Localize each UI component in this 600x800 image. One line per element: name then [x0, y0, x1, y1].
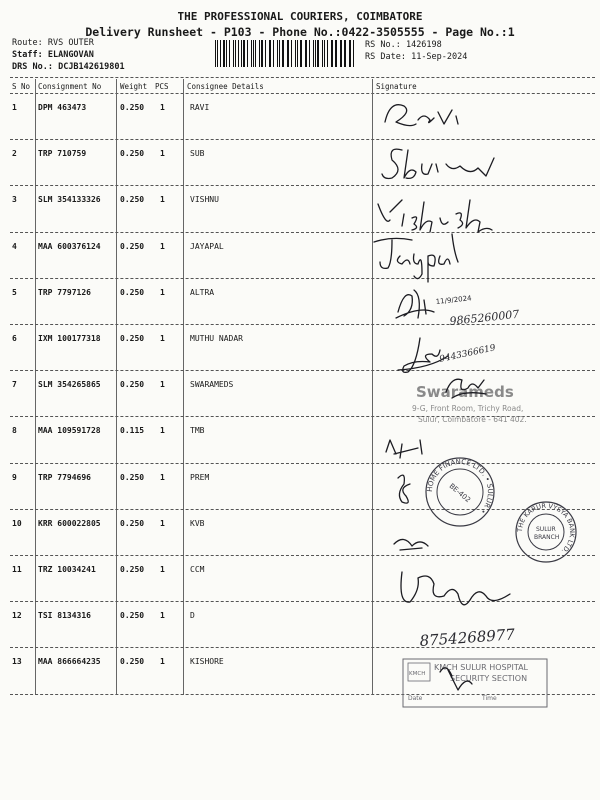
- row-pcs: 1: [160, 380, 165, 390]
- table-top-rule: [10, 77, 595, 78]
- barcode-bar: [279, 40, 280, 67]
- barcode-bar: [313, 40, 314, 67]
- rs-date-line: [365, 52, 467, 62]
- row-weight: 0.250: [120, 657, 145, 667]
- signature-row-6: [398, 338, 448, 372]
- row-consignee: D: [190, 611, 195, 621]
- row-sno: 10: [12, 518, 22, 528]
- rs-no-line: [365, 40, 442, 50]
- row-sno: 2: [12, 149, 17, 159]
- row-sno: 4: [12, 241, 17, 251]
- barcode-bar: [253, 40, 254, 67]
- barcode-bar: [259, 40, 260, 67]
- row-separator: [10, 278, 595, 279]
- row-sno: 11: [12, 565, 22, 574]
- stamp-karur-vysya-ring: THE KARUR VYSYA BANK LTD.: [515, 501, 577, 556]
- row-pcs: 1: [160, 565, 165, 574]
- row-separator: [10, 509, 595, 510]
- col-sno: S No: [12, 82, 31, 91]
- row-consignee: SUB: [190, 149, 205, 159]
- row-consignee: RAVI: [190, 103, 210, 112]
- rs-no-value: 1426198: [405, 40, 442, 50]
- barcode-bar: [300, 40, 301, 67]
- staff-value: ELANGOVAN: [47, 50, 94, 60]
- barcode-bar: [282, 40, 284, 67]
- row-separator: [10, 324, 595, 325]
- barcode-bar: [287, 40, 288, 67]
- signature-row-9: [398, 475, 410, 503]
- stamp-kmch-logo: KMCH: [409, 671, 426, 677]
- row-separator: [10, 647, 595, 648]
- row-weight: 0.250: [120, 195, 145, 205]
- barcode-bar: [269, 40, 270, 67]
- stamp-karur-vysya-center2: BRANCH: [534, 534, 560, 541]
- row-weight: 0.115: [120, 426, 145, 436]
- barcode-bar: [297, 40, 299, 67]
- company-title: THE PROFESSIONAL COURIERS, COIMBATORE: [177, 10, 423, 23]
- column-divider: [372, 79, 373, 695]
- signature-row-4: [374, 234, 458, 282]
- stamp-kmch-date-label: Date: [408, 695, 423, 702]
- row-pcs: 1: [160, 611, 165, 621]
- row-pcs: 1: [160, 334, 165, 343]
- barcode-bar: [306, 40, 307, 67]
- barcode-bar: [223, 40, 225, 67]
- row6-handwritten-phone: 9443366619: [438, 343, 497, 365]
- row-weight: 0.250: [120, 334, 145, 343]
- barcode-bar: [340, 40, 341, 67]
- row-weight: 0.250: [120, 472, 145, 482]
- route-line: [12, 38, 94, 48]
- signature-row-5: [396, 290, 434, 318]
- row-pcs: 1: [160, 241, 165, 251]
- row-consignment-no: MAA 866664235: [38, 657, 101, 667]
- barcode-bar: [273, 40, 274, 67]
- rs-no-label: RS No.:: [365, 40, 401, 50]
- row-sno: 12: [12, 611, 22, 621]
- row-consignee: SWARAMEDS: [190, 380, 234, 390]
- stamp-swarameds-name: Swarameds: [416, 383, 514, 401]
- row-separator: [10, 185, 595, 186]
- row-pcs: 1: [160, 518, 165, 528]
- row-consignment-no: DPM 463473: [38, 103, 87, 112]
- rs-date-value: 11-Sep-2024: [411, 52, 468, 62]
- row-sno: 9: [12, 472, 17, 482]
- stamp-karur-vysya-center1: SULUR: [536, 526, 556, 533]
- signature-row-10: [394, 539, 428, 550]
- row-weight: 0.250: [120, 241, 145, 251]
- row-weight: 0.250: [120, 518, 145, 528]
- barcode-bar: [255, 40, 256, 67]
- row-consignee: MUTHU NADAR: [190, 334, 243, 343]
- row-consignment-no: TRZ 10034241: [38, 565, 96, 574]
- row-consignment-no: MAA 109591728: [38, 426, 101, 436]
- barcode-bar: [243, 40, 245, 67]
- row-consignment-no: KRR 600022805: [38, 518, 101, 528]
- rs-date-label: RS Date:: [365, 52, 406, 62]
- row-pcs: 1: [160, 103, 165, 112]
- barcode-bar: [305, 40, 306, 67]
- barcode-bar: [291, 40, 292, 67]
- row-separator: [10, 416, 595, 417]
- row-consignee: KISHORE: [190, 657, 224, 667]
- col-consignee: Consignee Details: [187, 82, 264, 91]
- row-consignment-no: SLM 354265865: [38, 380, 101, 390]
- barcode-bar: [344, 40, 346, 67]
- row-weight: 0.250: [120, 565, 145, 574]
- row-consignee: KVB: [190, 518, 205, 528]
- barcode-bar: [235, 40, 236, 67]
- row-pcs: 1: [160, 287, 165, 297]
- row-pcs: 1: [160, 149, 165, 159]
- barcode-bar: [233, 40, 234, 67]
- barcode-bar: [215, 40, 216, 67]
- row-sno: 3: [12, 195, 17, 205]
- row-sno: 8: [12, 426, 17, 436]
- barcode-bar: [261, 40, 263, 67]
- row-separator: [10, 601, 595, 602]
- row-weight: 0.250: [120, 611, 145, 621]
- row-consignment-no: SLM 354133326: [38, 195, 101, 205]
- drs-line: [12, 62, 125, 72]
- stamp-home-finance-ring: HOME FINANCE LTD. • SULUR •: [425, 457, 495, 516]
- row-sno: 7: [12, 380, 17, 390]
- barcode-bar: [265, 40, 266, 67]
- stamp-kmch-title: KMCH SULUR HOSPITAL: [434, 663, 529, 672]
- stamp-home-finance-center: BE-402: [447, 481, 472, 505]
- signature-row-1: [385, 105, 458, 126]
- stamp-swarameds-line2: Sulur, Coimbatore - 641 402.: [418, 415, 527, 424]
- signature-row-13: [440, 668, 472, 690]
- barcode-bar: [324, 40, 325, 67]
- row-pcs: 1: [160, 426, 165, 436]
- stamp-home-finance: [426, 458, 494, 526]
- row5-handwritten-date: 11/9/2024: [435, 294, 472, 306]
- signature-row-11: [401, 572, 510, 605]
- barcode-bar: [238, 40, 239, 67]
- route-value: RVS OUTER: [47, 38, 94, 48]
- drs-value: DCJB142619801: [58, 62, 125, 72]
- barcode-bar: [226, 40, 227, 67]
- barcode-bar: [251, 40, 252, 67]
- stamp-kmch-subtitle: SECURITY SECTION: [450, 674, 528, 683]
- stamp-kmch-time-label: Time: [482, 695, 497, 702]
- row-consignee: TMB: [190, 426, 205, 436]
- row-consignee: ALTRA: [190, 287, 215, 297]
- row-consignee: JAYAPAL: [190, 241, 224, 251]
- row-separator: [10, 370, 595, 371]
- col-weight: Weight: [120, 82, 148, 91]
- runsheet-subtitle: Delivery Runsheet - P103 - Phone No.:0422-3505555 - Page No.:1: [85, 25, 515, 39]
- barcode-bar: [229, 40, 230, 67]
- row-consignment-no: TRP 7794696: [38, 472, 91, 482]
- barcode-bar: [327, 40, 328, 67]
- stamp-swarameds-line1: 9-G, Front Room, Trichy Road,: [412, 404, 524, 413]
- row-consignment-no: TRP 710759: [38, 149, 87, 159]
- row-consignee: PREM: [190, 472, 210, 482]
- svg-text:HOME FINANCE LTD. • SULUR •: [426, 458, 494, 516]
- row-consignment-no: MAA 600376124: [38, 241, 101, 251]
- row-weight: 0.250: [120, 380, 145, 390]
- svg-text:THE KARUR VYSYA BANK LTD.: [516, 502, 576, 555]
- column-divider: [116, 79, 117, 695]
- stamp-karur-vysya: [516, 502, 576, 562]
- row12-handwritten-phone: 8754268977: [419, 625, 516, 650]
- row-separator: [10, 232, 595, 233]
- row-pcs: 1: [160, 195, 165, 205]
- row-pcs: 1: [160, 472, 165, 482]
- barcode-bar: [295, 40, 296, 67]
- barcode-bar: [335, 40, 336, 67]
- barcode-bar: [270, 40, 271, 67]
- barcode-bar: [220, 40, 221, 67]
- row-weight: 0.250: [120, 287, 145, 297]
- row-separator: [10, 463, 595, 464]
- row-sno: 13: [12, 657, 22, 667]
- row-consignment-no: TSI 8134316: [38, 611, 91, 621]
- signature-row-7: [446, 379, 486, 398]
- row-pcs: 1: [160, 657, 165, 667]
- barcode-bar: [277, 40, 278, 67]
- column-divider: [183, 79, 184, 695]
- barcode-bar: [350, 40, 351, 67]
- barcode-bar: [315, 40, 316, 67]
- barcode-bar: [241, 40, 242, 67]
- barcode-bar: [349, 40, 350, 67]
- barcode-bar: [331, 40, 332, 67]
- stamp-kmch: [403, 659, 547, 707]
- row-sno: 5: [12, 287, 17, 297]
- row-weight: 0.250: [120, 149, 145, 159]
- column-divider: [35, 79, 36, 695]
- barcode-bar: [247, 40, 248, 67]
- signature-row-2: [382, 149, 494, 178]
- signature-row-8: [386, 440, 422, 458]
- barcode-bar: [332, 40, 333, 67]
- staff-line: [12, 50, 94, 60]
- signature-row-3: [378, 200, 492, 232]
- row-separator: [10, 694, 595, 695]
- table-header-rule: [10, 93, 595, 94]
- row-separator: [10, 555, 595, 556]
- barcode: [215, 40, 357, 67]
- barcode-bar: [341, 40, 342, 67]
- row-sno: 1: [12, 103, 17, 112]
- col-signature: Signature: [376, 82, 417, 91]
- row-separator: [10, 139, 595, 140]
- row-consignment-no: IXM 100177318: [38, 334, 101, 343]
- barcode-bar: [317, 40, 319, 67]
- barcode-bar: [309, 40, 310, 67]
- col-consignment: Consignment No: [38, 82, 102, 91]
- row-sno: 6: [12, 334, 17, 343]
- barcode-bar: [288, 40, 289, 67]
- row5-handwritten-phone: 9865260007: [448, 307, 520, 328]
- drs-label: DRS No.:: [12, 62, 53, 72]
- staff-label: Staff:: [12, 50, 43, 60]
- row-consignee: CCM: [190, 565, 205, 574]
- row-weight: 0.250: [120, 103, 145, 112]
- row-consignee: VISHNU: [190, 195, 219, 205]
- barcode-bar: [217, 40, 218, 67]
- col-pcs: PCS: [155, 82, 169, 91]
- row-consignment-no: TRP 7797126: [38, 287, 91, 297]
- route-label: Route:: [12, 38, 43, 48]
- barcode-bar: [353, 40, 354, 67]
- barcode-bar: [322, 40, 323, 67]
